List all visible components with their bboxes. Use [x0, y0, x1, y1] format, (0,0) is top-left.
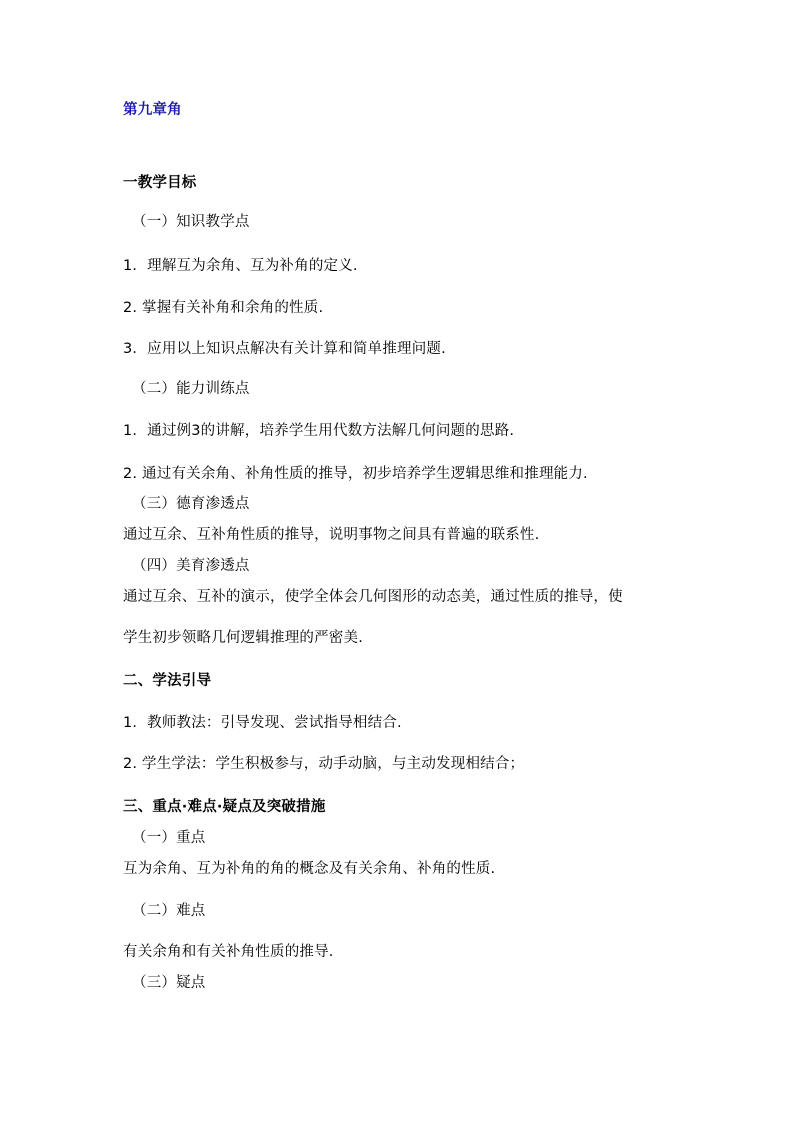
subheading-ability-points: （二）能力训练点 — [132, 381, 250, 397]
paragraph-line: 1．教师教法：引导发现、尝试指导相结合. — [123, 715, 402, 731]
section-heading-key-points: 三、重点·难点·疑点及突破措施 — [123, 799, 326, 815]
subheading-difficult-point: （二）难点 — [132, 903, 206, 919]
paragraph-line: 学生初步领略几何逻辑推理的严密美. — [123, 630, 364, 646]
paragraph-line: 3．应用以上知识点解决有关计算和简单推理问题. — [123, 341, 446, 357]
subheading-doubt-point: （三）疑点 — [132, 975, 206, 991]
subheading-knowledge-points: （一）知识教学点 — [132, 214, 250, 230]
subheading-aesthetic-points: （四）美育渗透点 — [132, 558, 250, 574]
paragraph-line: 通过互余、互补角性质的推导，说明事物之间具有普遍的联系性. — [123, 527, 540, 543]
paragraph-line: 2. 学生学法：学生积极参与，动手动脑，与主动发现相结合； — [123, 756, 525, 772]
paragraph-line: 2. 掌握有关补角和余角的性质. — [123, 300, 324, 316]
paragraph-line: 1．理解互为余角、互为补角的定义. — [123, 258, 358, 274]
subheading-moral-points: （三）德育渗透点 — [132, 496, 250, 512]
chapter-title: 第九章角 — [123, 102, 182, 118]
paragraph-line: 通过互余、互补的演示，使学全体会几何图形的动态美，通过性质的推导，使 — [123, 589, 623, 605]
subheading-key-point: （一）重点 — [132, 830, 206, 846]
paragraph-line: 2. 通过有关余角、补角性质的推导，初步培养学生逻辑思维和推理能力. — [123, 466, 588, 482]
paragraph-line: 互为余角、互为补角的角的概念及有关余角、补角的性质. — [123, 861, 496, 877]
section-heading-learning-guidance: 二、学法引导 — [123, 673, 212, 689]
paragraph-line: 有关余角和有关补角性质的推导. — [123, 944, 334, 960]
section-heading-teaching-goals: 一教学目标 — [123, 175, 197, 191]
paragraph-line: 1．通过例3的讲解，培养学生用代数方法解几何问题的思路. — [123, 423, 515, 439]
